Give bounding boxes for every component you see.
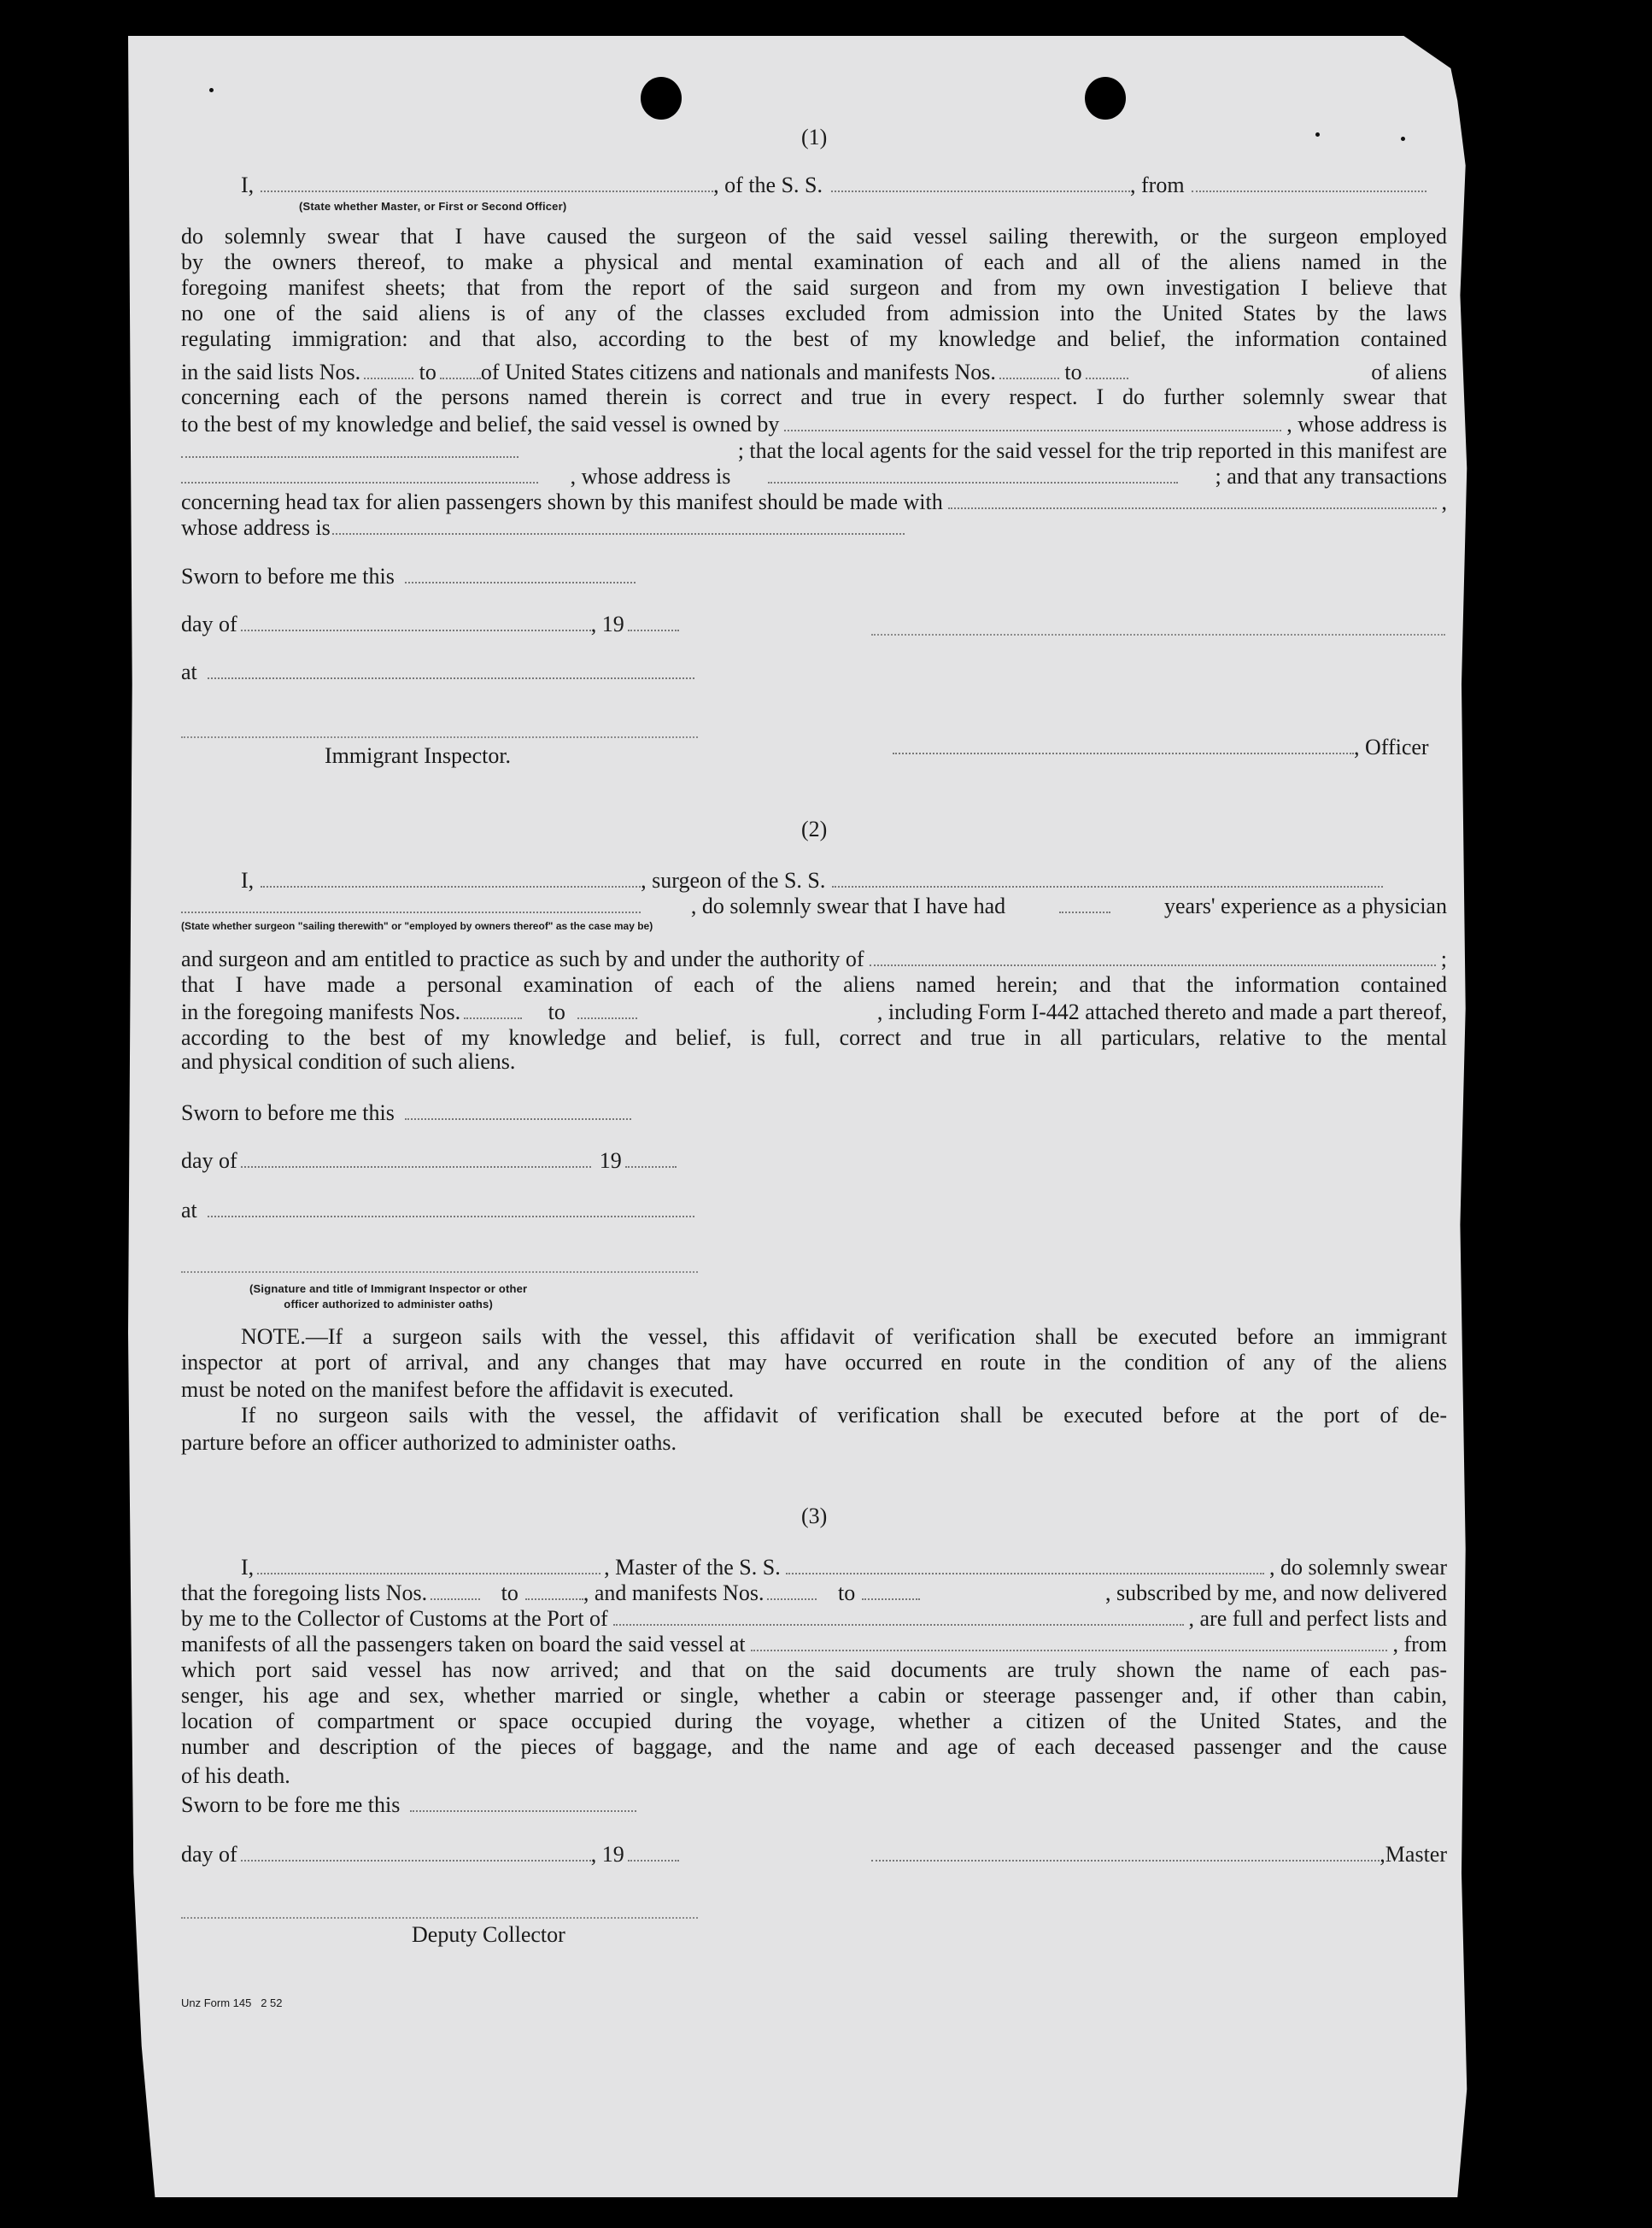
deputy-collector-label: Deputy Collector [412, 1922, 565, 1947]
section-3-heading: (3) [801, 1504, 828, 1528]
day-of-1: day of , 19 [181, 612, 679, 636]
officer-line: , Officer [893, 735, 1429, 759]
officer-signature-line [871, 634, 1445, 636]
day-of-2: day of 19 [181, 1148, 677, 1172]
punch-hole [1525, 1589, 1566, 1632]
oath-2-authority: and surgeon and am entitled to practice as such by and under the authority of ; [181, 946, 1447, 971]
oath-3-last: of his death. [181, 1763, 290, 1788]
officer-rank-note: (State whether Master, or First or Second Officer) [299, 200, 567, 213]
punch-hole [1085, 77, 1126, 120]
oath-3-paragraph: which port said vessel has now arrived; and that on the said documents are truly shown the name of each pas- senger, his age and sex, whether married or single, whether a cabin or steerage passenger and, if other than cabin, location of compartment or space occupied during the voyage, whether a citizen of the United States, and the number and description of the pieces of baggage, and the name and age of each deceased passenger and the cause [181, 1657, 1447, 1759]
oath-1-head-tax: concerning head tax for alien passengers shown by this manifest should be made with , [181, 489, 1447, 514]
signature-line-2 [181, 1271, 698, 1273]
surgeon-status-note: (State whether surgeon "sailing therewith" or "employed by owners thereof" as the case may be) [181, 920, 653, 932]
oath-1-paragraph: do solemnly swear that I have caused the surgeon of the said vessel sailing therewith, or the surgeon employed by the owners thereof, to make a physical and mental examination of each and all of the aliens named in the foregoing manifest sheets; that from the report of the said surgeon and from my own investigation I believe that no one of the said aliens is of any of the classes excluded from admission into the United States by the laws regulating immigration: and that also, according to the best of my knowledge and belief, the information contained [181, 224, 1447, 351]
oath-1-owner-line: to the best of my knowledge and belief, the said vessel is owned by , whose address is [181, 411, 1447, 437]
oath-2-last: and physical condition of such aliens. [181, 1049, 516, 1074]
oath-1-paragraph-2: concerning each of the persons named therein is correct and true in every respect. I do further solemnly swear that [181, 384, 1447, 409]
oath-3-line-4: manifests of all the passengers taken on board the said vessel at , from [181, 1631, 1447, 1656]
oath-2-line-2: , do solemnly swear that I have had years' experience as a physician [181, 894, 1447, 918]
punch-hole [1538, 1111, 1579, 1153]
deputy-signature-line [181, 1917, 698, 1919]
inspector-signature-line [181, 736, 698, 738]
day-of-3: day of , 19 [181, 1842, 679, 1866]
sworn-1: Sworn to before me this [181, 564, 636, 588]
section-1-heading: (1) [801, 125, 828, 150]
at-2: at [181, 1198, 694, 1222]
oath-2-paragraph-2: according to the best of my knowledge and belief, is full, correct and true in all particulars, relative to the mental [181, 1025, 1447, 1050]
punch-hole [1520, 2114, 1561, 2157]
signature-note-2: (Signature and title of Immigrant Inspector or other officer authorized to administer oaths) [249, 1282, 528, 1310]
immigrant-inspector-label: Immigrant Inspector. [325, 743, 512, 768]
punch-hole [641, 77, 682, 120]
oath-2-manifest-numbers: in the foregoing manifests Nos. to , including Form I-442 attached thereto and made a part thereof, [181, 999, 1447, 1024]
oath-3-line-2: that the foregoing lists Nos. to , and manifests Nos. to , subscribed by me, and now delivered [181, 1580, 1447, 1605]
oath-2-paragraph: that I have made a personal examination of each of the aliens named herein; and that the information contained [181, 972, 1447, 997]
note-paragraph-1: NOTE.—If a surgeon sails with the vessel, this affidavit of verification shall be executed before an immigrant inspector at port of arrival, and any changes that may have occurred en route in the condition of any of the aliens [181, 1324, 1447, 1375]
at-1: at [181, 660, 694, 683]
oath-3-line-1: I, , Master of the S. S. , do solemnly swear [241, 1554, 1447, 1580]
oath-1-line-1: I, , of the S. S. , from [241, 173, 1426, 196]
oath-1-agents-line: ; that the local agents for the said vessel for the trip reported in this manifest are [181, 438, 1447, 462]
oath-1-head-tax-address: whose address is [181, 515, 905, 539]
note-paragraph-2: If no surgeon sails with the vessel, the affidavit of verification shall be executed before at the port of de- [241, 1403, 1447, 1428]
oath-2-line-1: I, , surgeon of the S. S. [241, 868, 1383, 892]
section-2-heading: (2) [801, 817, 828, 841]
punch-hole [1520, 705, 1561, 748]
oath-1-list-numbers: in the said lists Nos. to of United States citizens and nationals and manifests Nos. to of aliens [181, 359, 1447, 384]
note-paragraph-2-end: parture before an officer authorized to administer oaths. [181, 1430, 677, 1455]
punch-hole [1520, 1452, 1561, 1495]
form-number: Unz Form 145 2 52 [181, 1996, 283, 2009]
oath-1-agents-address: , whose address is ; and that any transactions [181, 464, 1447, 488]
note-paragraph-1-end: must be noted on the manifest before the affidavit is executed. [181, 1377, 735, 1402]
sworn-2: Sworn to before me this [181, 1100, 631, 1124]
oath-3-line-3: by me to the Collector of Customs at the Port of , are full and perfect lists and [181, 1605, 1447, 1631]
punch-hole [1520, 568, 1561, 611]
sworn-3: Sworn to be fore me this [181, 1792, 636, 1816]
master-line: ,Master [871, 1842, 1447, 1866]
